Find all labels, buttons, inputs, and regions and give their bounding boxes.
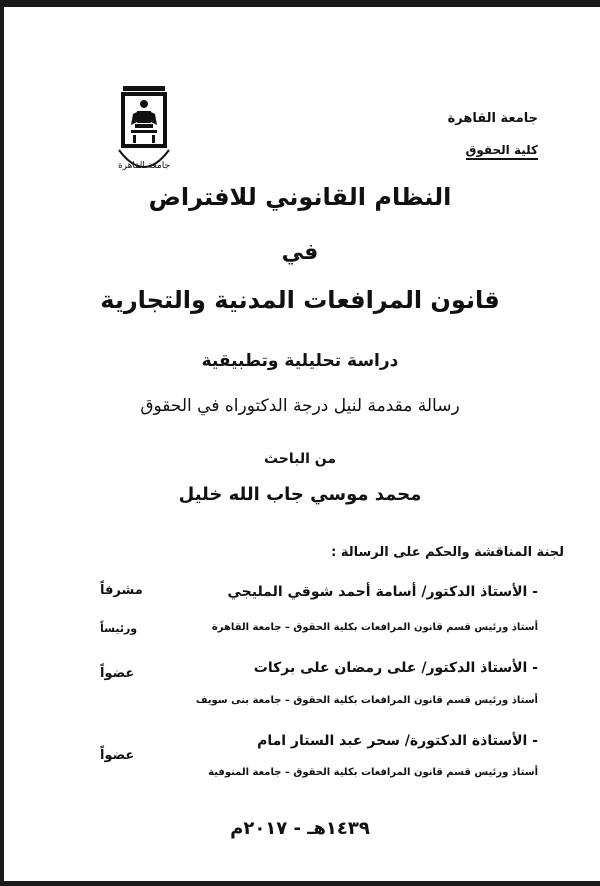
cairo-university-logo-icon (113, 84, 175, 184)
thesis-title-line2: في (281, 240, 319, 265)
committee-member-2-affiliation: أستاذ ورئيس قسم قانون المرافعات بكلية الحقوق – جامعة بنى سويف (195, 695, 538, 706)
thesis-title-line3: قانون المرافعات المدنية والتجارية (100, 286, 500, 314)
committee-member-3-name: - الأستاذة الدكتورة/ سحر عبد الستار امام (257, 733, 538, 749)
thesis-title-line1: النظام القانوني للافتراض (148, 183, 452, 211)
researcher-name: محمد موسي جاب الله خليل (178, 484, 422, 505)
committee-member-3-affiliation: أستاذ ورئيس قسم قانون المرافعات بكلية الحقوق – جامعة المنوفية (208, 767, 538, 778)
faculty-name: كلية الحقوق (466, 143, 538, 160)
committee-member-1-name: - الأستاذ الدكتور/ أسامة أحمد شوقي المليجي (227, 584, 538, 600)
scan-border-top (0, 0, 600, 7)
committee-member-3-role: عضواً (100, 748, 135, 763)
scan-border-bottom (0, 881, 600, 886)
committee-member-1-affiliation: أستاذ ورئيس قسم قانون المرافعات بكلية الحقوق – جامعة القاهرة (211, 622, 538, 633)
committee-member-1-role: مشرفاً (100, 583, 143, 598)
university-name: جامعة القاهرة (447, 111, 538, 126)
scan-border-left (0, 0, 4, 886)
study-type: دراسة تحليلية وتطبيقية (201, 351, 399, 371)
committee-heading: لجنة المناقشة والحكم على الرسالة : (331, 545, 564, 560)
committee-member-2-name: - الأستاذ الدكتور/ على رمضان على بركات (253, 660, 538, 676)
committee-member-2-role: عضواً (100, 666, 135, 681)
svg-text:جامعة القاهرة: جامعة القاهرة (117, 161, 171, 171)
publication-year: ١٤٣٩هـ - ٢٠١٧م (230, 818, 370, 839)
by-researcher-label: من الباحث (263, 451, 337, 467)
degree-purpose: رسالة مقدمة لنيل درجة الدكتوراه في الحقوق (140, 396, 460, 416)
committee-member-1-role-secondary: ورئيساً (100, 622, 138, 635)
